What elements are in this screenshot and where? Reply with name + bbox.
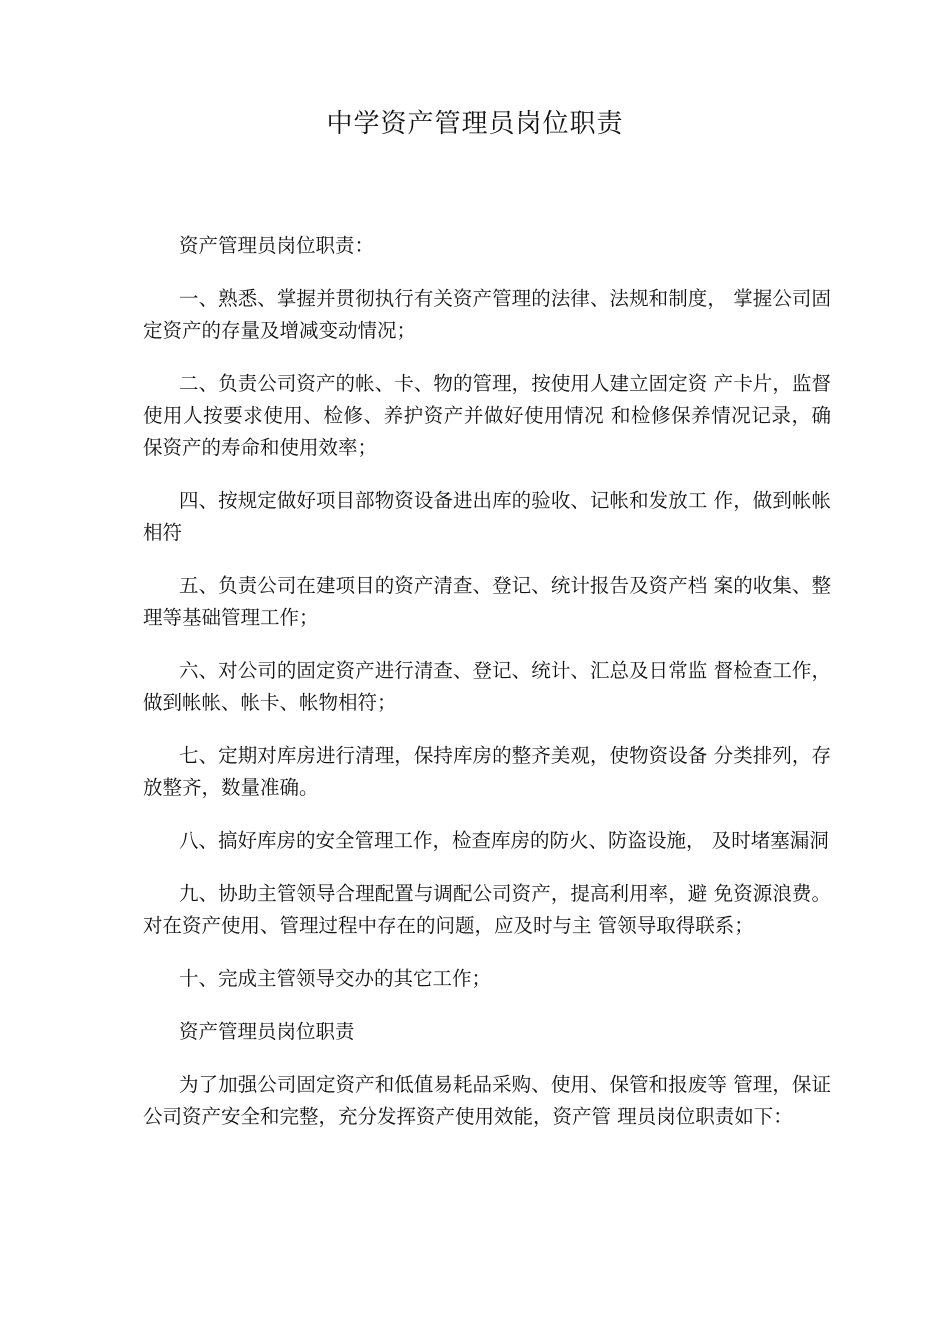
document-title: 中学资产管理员岗位职责 xyxy=(326,109,624,139)
paragraph-item-5: 五、负责公司在建项目的资产清查、登记、统计报告及资产档 案的收集、整理等基础管理工作； xyxy=(143,574,831,629)
paragraph-item-8: 八、搞好库房的安全管理工作，检查库房的防火、防盗设施， 及时堵塞漏洞 xyxy=(179,829,829,852)
paragraph-item-4: 四、按规定做好项目部物资设备进出库的验收、记帐和发放工 作，做到帐帐相符 xyxy=(143,489,831,544)
document-body xyxy=(143,230,831,1154)
paragraph-item-9: 九、协助主管领导合理配置与调配公司资产，提高利用率，避 免资源浪费。对在资产使用、管理过程中存在的问题，应及时与主 管领导取得联系； xyxy=(143,882,831,937)
paragraph-item-1: 一、熟悉、掌握并贯彻执行有关资产管理的法律、法规和制度， 掌握公司固定资产的存量及增减变动情况； xyxy=(143,287,831,342)
paragraph-section-heading: 资产管理员岗位职责 xyxy=(179,1020,355,1043)
paragraph-item-2: 二、负责公司资产的帐、卡、物的管理，按使用人建立固定资 产卡片，监督使用人按要求使用、检修、养护资产并做好使用情况 和检修保养情况记录，确保资产的寿命和使用效率； xyxy=(143,372,831,459)
paragraph-section-intro: 为了加强公司固定资产和低值易耗品采购、使用、保管和报废等 管理，保证公司资产安全和完整，充分发挥资产使用效能，资产管 理员岗位职责如下： xyxy=(143,1073,831,1128)
paragraph-item-6: 六、对公司的固定资产进行清查、登记、统计、汇总及日常监 督检查工作，做到帐帐、帐卡、帐物相符； xyxy=(143,659,831,714)
paragraph-item-10: 十、完成主管领导交办的其它工作； xyxy=(179,967,492,990)
paragraph-item-7: 七、定期对库房进行清理，保持库房的整齐美观，使物资设备 分类排列，存放整齐，数量准确。 xyxy=(143,744,831,799)
paragraph-intro-heading: 资产管理员岗位职责： xyxy=(179,234,375,257)
